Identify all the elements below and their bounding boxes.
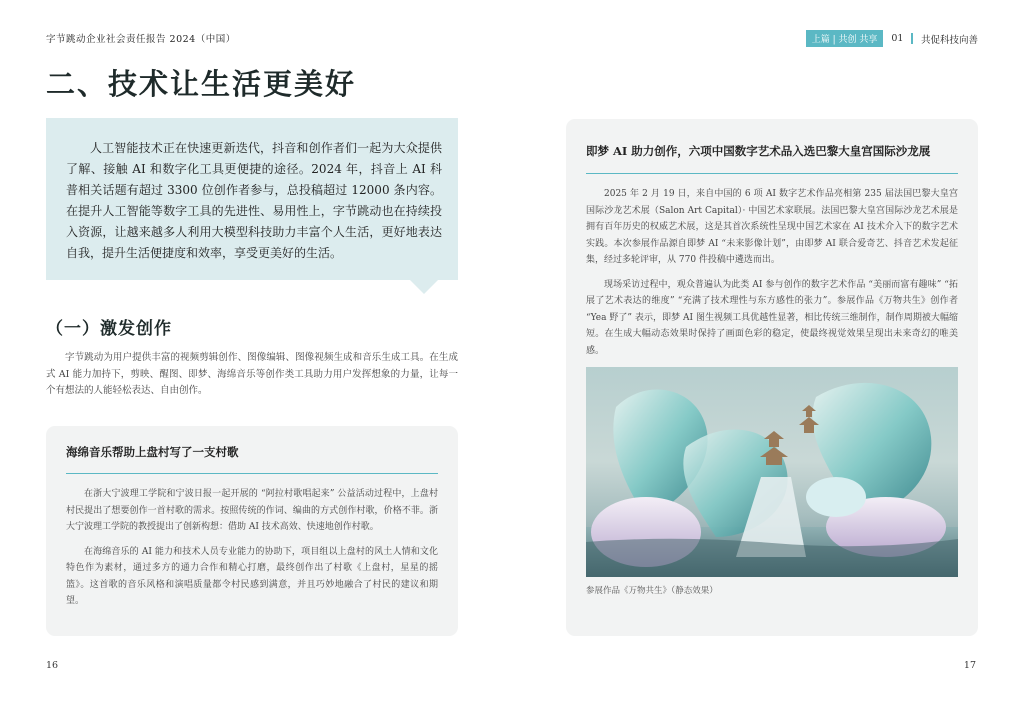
chapter-header — [806, 30, 978, 47]
chapter-section-title: 共促科技向善 — [920, 34, 978, 46]
case-card-title: 即梦 AI 助力创作，六项中国数字艺术品入选巴黎大皇宫国际沙龙展 — [586, 144, 931, 158]
chapter-number: 01 — [891, 33, 904, 44]
page-title: 二、技术让生活更美好 — [46, 67, 357, 101]
case-card-title: 海绵音乐帮助上盘村写了一支村歌 — [66, 445, 239, 459]
intro-box — [46, 118, 458, 280]
artwork-caption: 参展作品《万物共生》（静态效果） — [586, 586, 718, 596]
header-divider — [911, 33, 913, 44]
case-card-paris-exhibition — [566, 119, 978, 636]
page-number-left: 16 — [46, 660, 59, 671]
case-paragraph: 2025 年 2 月 19 日，来自中国的 6 项 AI 数字艺术作品亮相第 235 届法国巴黎大皇宫国际沙龙艺术展（Salon Art Capital）· 中国艺术家联展。法国巴黎大皇宫国际沙龙艺术展是拥有百年历史的权威艺术展，这是其首次系统性呈现中国艺术家在 AI 技术介入下的数字艺术实践。本次参展作品源自即梦 AI “未来影像计划”，由即梦 AI 联合爱奇艺、抖音艺术发起征集，经过多轮评审，从 770 件投稿中遴选而出。 — [586, 189, 958, 265]
case-paragraph: 在海绵音乐的 AI 能力和技术人员专业能力的协助下，项目组以上盘村的风土人情和文化特色作为素材，通过多方的通力合作和精心打磨，最终创作出了村歌《上盘村，星星的摇篮》。这首歌的音乐风格和演唱质量都令村民感到满意，并且巧妙地融合了村民的建议和期望。 — [66, 546, 438, 606]
artwork-illustration — [586, 367, 958, 577]
case-paragraph: 在浙大宁波理工学院和宁波日报一起开展的 “阿拉村歌唱起来” 公益活动过程中，上盘村村民提出了想要创作一首村歌的需求。按照传统的作词、编曲的方式创作村歌，价格不菲。浙大宁波理工学院的教授提出了创新构想：借助 AI 技术高效、快速地创作村歌。 — [66, 489, 438, 532]
card-divider — [586, 173, 958, 174]
chapter-tag: 上篇 | 共创 共享 — [806, 30, 884, 47]
card-divider — [66, 473, 438, 474]
intro-box-pointer — [410, 280, 438, 294]
section-body-text: 字节跳动为用户提供丰富的视频剪辑创作、图像编辑、图像视频生成和音乐生成工具。在生成式 AI 能力加持下，剪映、醒图、即梦、海绵音乐等创作类工具助力用户发挥想象的力量，让每一个有想法的人能轻松表达、自由创作。 — [46, 352, 458, 396]
artwork-image — [586, 367, 958, 577]
case-card-village-song — [46, 426, 458, 636]
case-paragraph: 现场采访过程中，观众普遍认为此类 AI 参与创作的数字艺术作品 “美丽而富有趣味” “拓展了艺术表达的维度” “充满了技术理性与东方感性的张力”。参展作品《万物共生》创作者 “Yea 野了” 表示，即梦 AI 图生视频工具优越性显著，相比传统三维制作，制作周期被大幅缩短。在生成大幅动态效果时保持了画面色彩的稳定，使最终视觉效果呈现出未来奇幻的唯美感。 — [586, 279, 958, 356]
page-number-right: 17 — [963, 660, 976, 671]
section-title-creation: （一）激发创作 — [46, 319, 172, 339]
intro-text: 人工智能技术正在快速更新迭代，抖音和创作者们一起为大众提供了解、接触 AI 和数字化工具更便捷的途径。2024 年，抖音上 AI 科普相关话题有超过 3300 位创作者参与，总投稿超过 12000 条内容。在提升人工智能等数字工具的先进性、易用性上，字节跳动也在持续投入资源，让越来越多人利用大模型科技助力丰富个人生活，更好地表达自我，提升生活便捷度和效率，享受更美好的生活。 — [66, 141, 442, 260]
report-header-title: 字节跳动企业社会责任报告 2024（中国） — [46, 34, 236, 45]
